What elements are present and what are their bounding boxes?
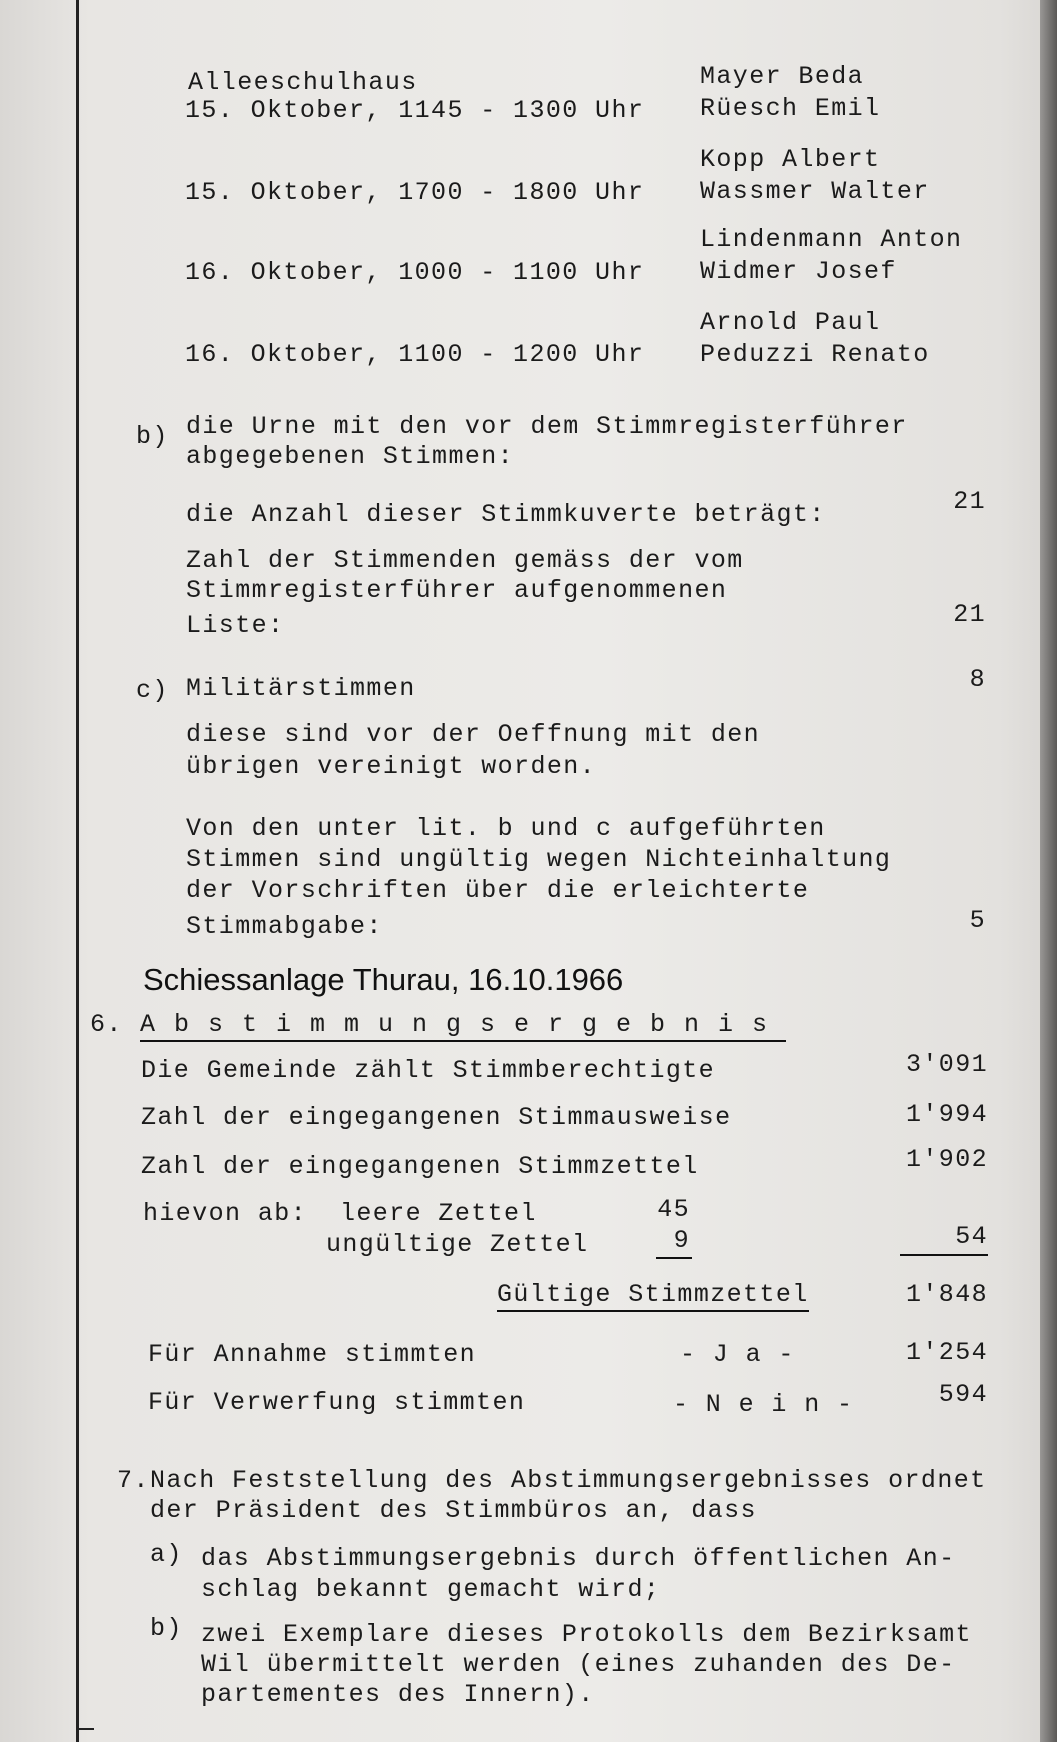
deduct-prefix: hievon ab: [143, 1199, 308, 1228]
stimmzettel-value: 1'902 [905, 1145, 988, 1174]
schedule-name-3b: Widmer Josef [700, 257, 897, 286]
militaerstimmen-value: 8 [969, 665, 986, 694]
subtotal-underline [656, 1257, 692, 1259]
section7-a-line1: das Abstimmungsergebnis durch öffentlichen An- [201, 1544, 956, 1573]
schedule-time-4: 16. Oktober, 1100 - 1200 Uhr [185, 340, 645, 369]
schedule-time-2: 15. Oktober, 1700 - 1800 Uhr [185, 178, 645, 207]
invalid-line4: Stimmabgabe: [186, 912, 383, 941]
section6-heading-text: Abstimmungsergebnis [140, 1010, 786, 1042]
no-votes-value: 594 [938, 1380, 988, 1409]
valid-ballots-value: 1'848 [905, 1280, 988, 1309]
schedule-name-4b: Peduzzi Renato [700, 340, 930, 369]
stimmende-line2: Stimmregisterführer aufgenommenen [186, 576, 728, 605]
invalid-line3: der Vorschriften über die erleichterte [186, 876, 810, 905]
section-c-line2: übrigen vereinigt worden. [186, 752, 597, 781]
schedule-name-1a: Mayer Beda [700, 62, 865, 91]
schedule-name-4a: Arnold Paul [700, 308, 881, 337]
leere-zettel-label: leere Zettel [340, 1199, 537, 1228]
valid-ballots-label [497, 1280, 809, 1310]
schedule-name-1b: Rüesch Emil [700, 94, 881, 123]
stimmende-value: 21 [953, 600, 986, 629]
section7-number: 7. [117, 1466, 150, 1495]
schedule-location: Alleeschulhaus [188, 68, 418, 97]
section-b-marker: b) [136, 422, 169, 451]
page-corner-mark [76, 1728, 94, 1730]
no-votes-label: Für Verwerfung stimmten [148, 1388, 526, 1417]
invalid-line1: Von den unter lit. b und c aufgeführten [186, 814, 826, 843]
section7-line2: der Präsident des Stimmbüros an, dass [150, 1496, 757, 1525]
section6-heading [140, 1010, 786, 1040]
schedule-time-3: 16. Oktober, 1000 - 1100 Uhr [185, 258, 645, 287]
stimmausweise-label: Zahl der eingegangenen Stimmausweise [141, 1103, 732, 1132]
schedule-name-2b: Wassmer Walter [700, 177, 930, 206]
section-b-line1: die Urne mit den vor dem Stimmregisterführer [186, 412, 908, 441]
section7-b-line2: Wil übermittelt werden (eines zuhanden des De- [201, 1650, 956, 1679]
deduct-total-underline [900, 1254, 988, 1256]
page-right-shadow [1040, 0, 1057, 1742]
section7-b-line3: partementes des Innern). [201, 1680, 595, 1709]
section7-b-marker: b) [150, 1614, 183, 1643]
stimmberechtigte-value: 3'091 [905, 1050, 988, 1079]
yes-word: - J a - [680, 1340, 795, 1369]
invalid-value: 5 [969, 906, 986, 935]
stimmkuverte-value: 21 [953, 487, 986, 516]
stimmzettel-label: Zahl der eingegangenen Stimmzettel [141, 1152, 699, 1181]
yes-votes-value: 1'254 [905, 1338, 988, 1367]
deduct-total: 54 [955, 1222, 988, 1251]
ungueltige-zettel-value: 9 [673, 1226, 690, 1255]
schedule-name-2a: Kopp Albert [700, 145, 881, 174]
section7-a-line2: schlag bekannt gemacht wird; [201, 1575, 661, 1604]
page-left-border [76, 0, 79, 1742]
valid-ballots-text: Gültige Stimmzettel [497, 1280, 809, 1312]
section6-number: 6. [90, 1010, 123, 1039]
stimmende-line1: Zahl der Stimmenden gemäss der vom [186, 546, 744, 575]
section7-line1: Nach Feststellung des Abstimmungsergebnisses ordnet [150, 1466, 987, 1495]
stimmkuverte-label: die Anzahl dieser Stimmkuverte beträgt: [186, 500, 826, 529]
invalid-line2: Stimmen sind ungültig wegen Nichteinhaltung [186, 845, 892, 874]
stimmausweise-value: 1'994 [905, 1100, 988, 1129]
stimmende-line3: Liste: [186, 611, 285, 640]
ungueltige-zettel-label: ungültige Zettel [326, 1230, 589, 1259]
schedule-name-3a: Lindenmann Anton [700, 225, 963, 254]
section7-b-line1: zwei Exemplare dieses Protokolls dem Bezirksamt [201, 1620, 972, 1649]
section-b-line2: abgegebenen Stimmen: [186, 442, 515, 471]
yes-votes-label: Für Annahme stimmten [148, 1340, 477, 1369]
stimmberechtigte-label: Die Gemeinde zählt Stimmberechtigte [141, 1056, 716, 1085]
no-word: - N e i n - [673, 1390, 854, 1419]
section-c-marker: c) [136, 676, 169, 705]
leere-zettel-value: 45 [657, 1195, 690, 1224]
schedule-time-1: 15. Oktober, 1145 - 1300 Uhr [185, 96, 645, 125]
section-c-line1: diese sind vor der Oeffnung mit den [186, 720, 761, 749]
photo-caption: Schiessanlage Thurau, 16.10.1966 [143, 962, 624, 997]
section7-a-marker: a) [150, 1540, 183, 1569]
militaerstimmen-label: Militärstimmen [186, 674, 416, 703]
